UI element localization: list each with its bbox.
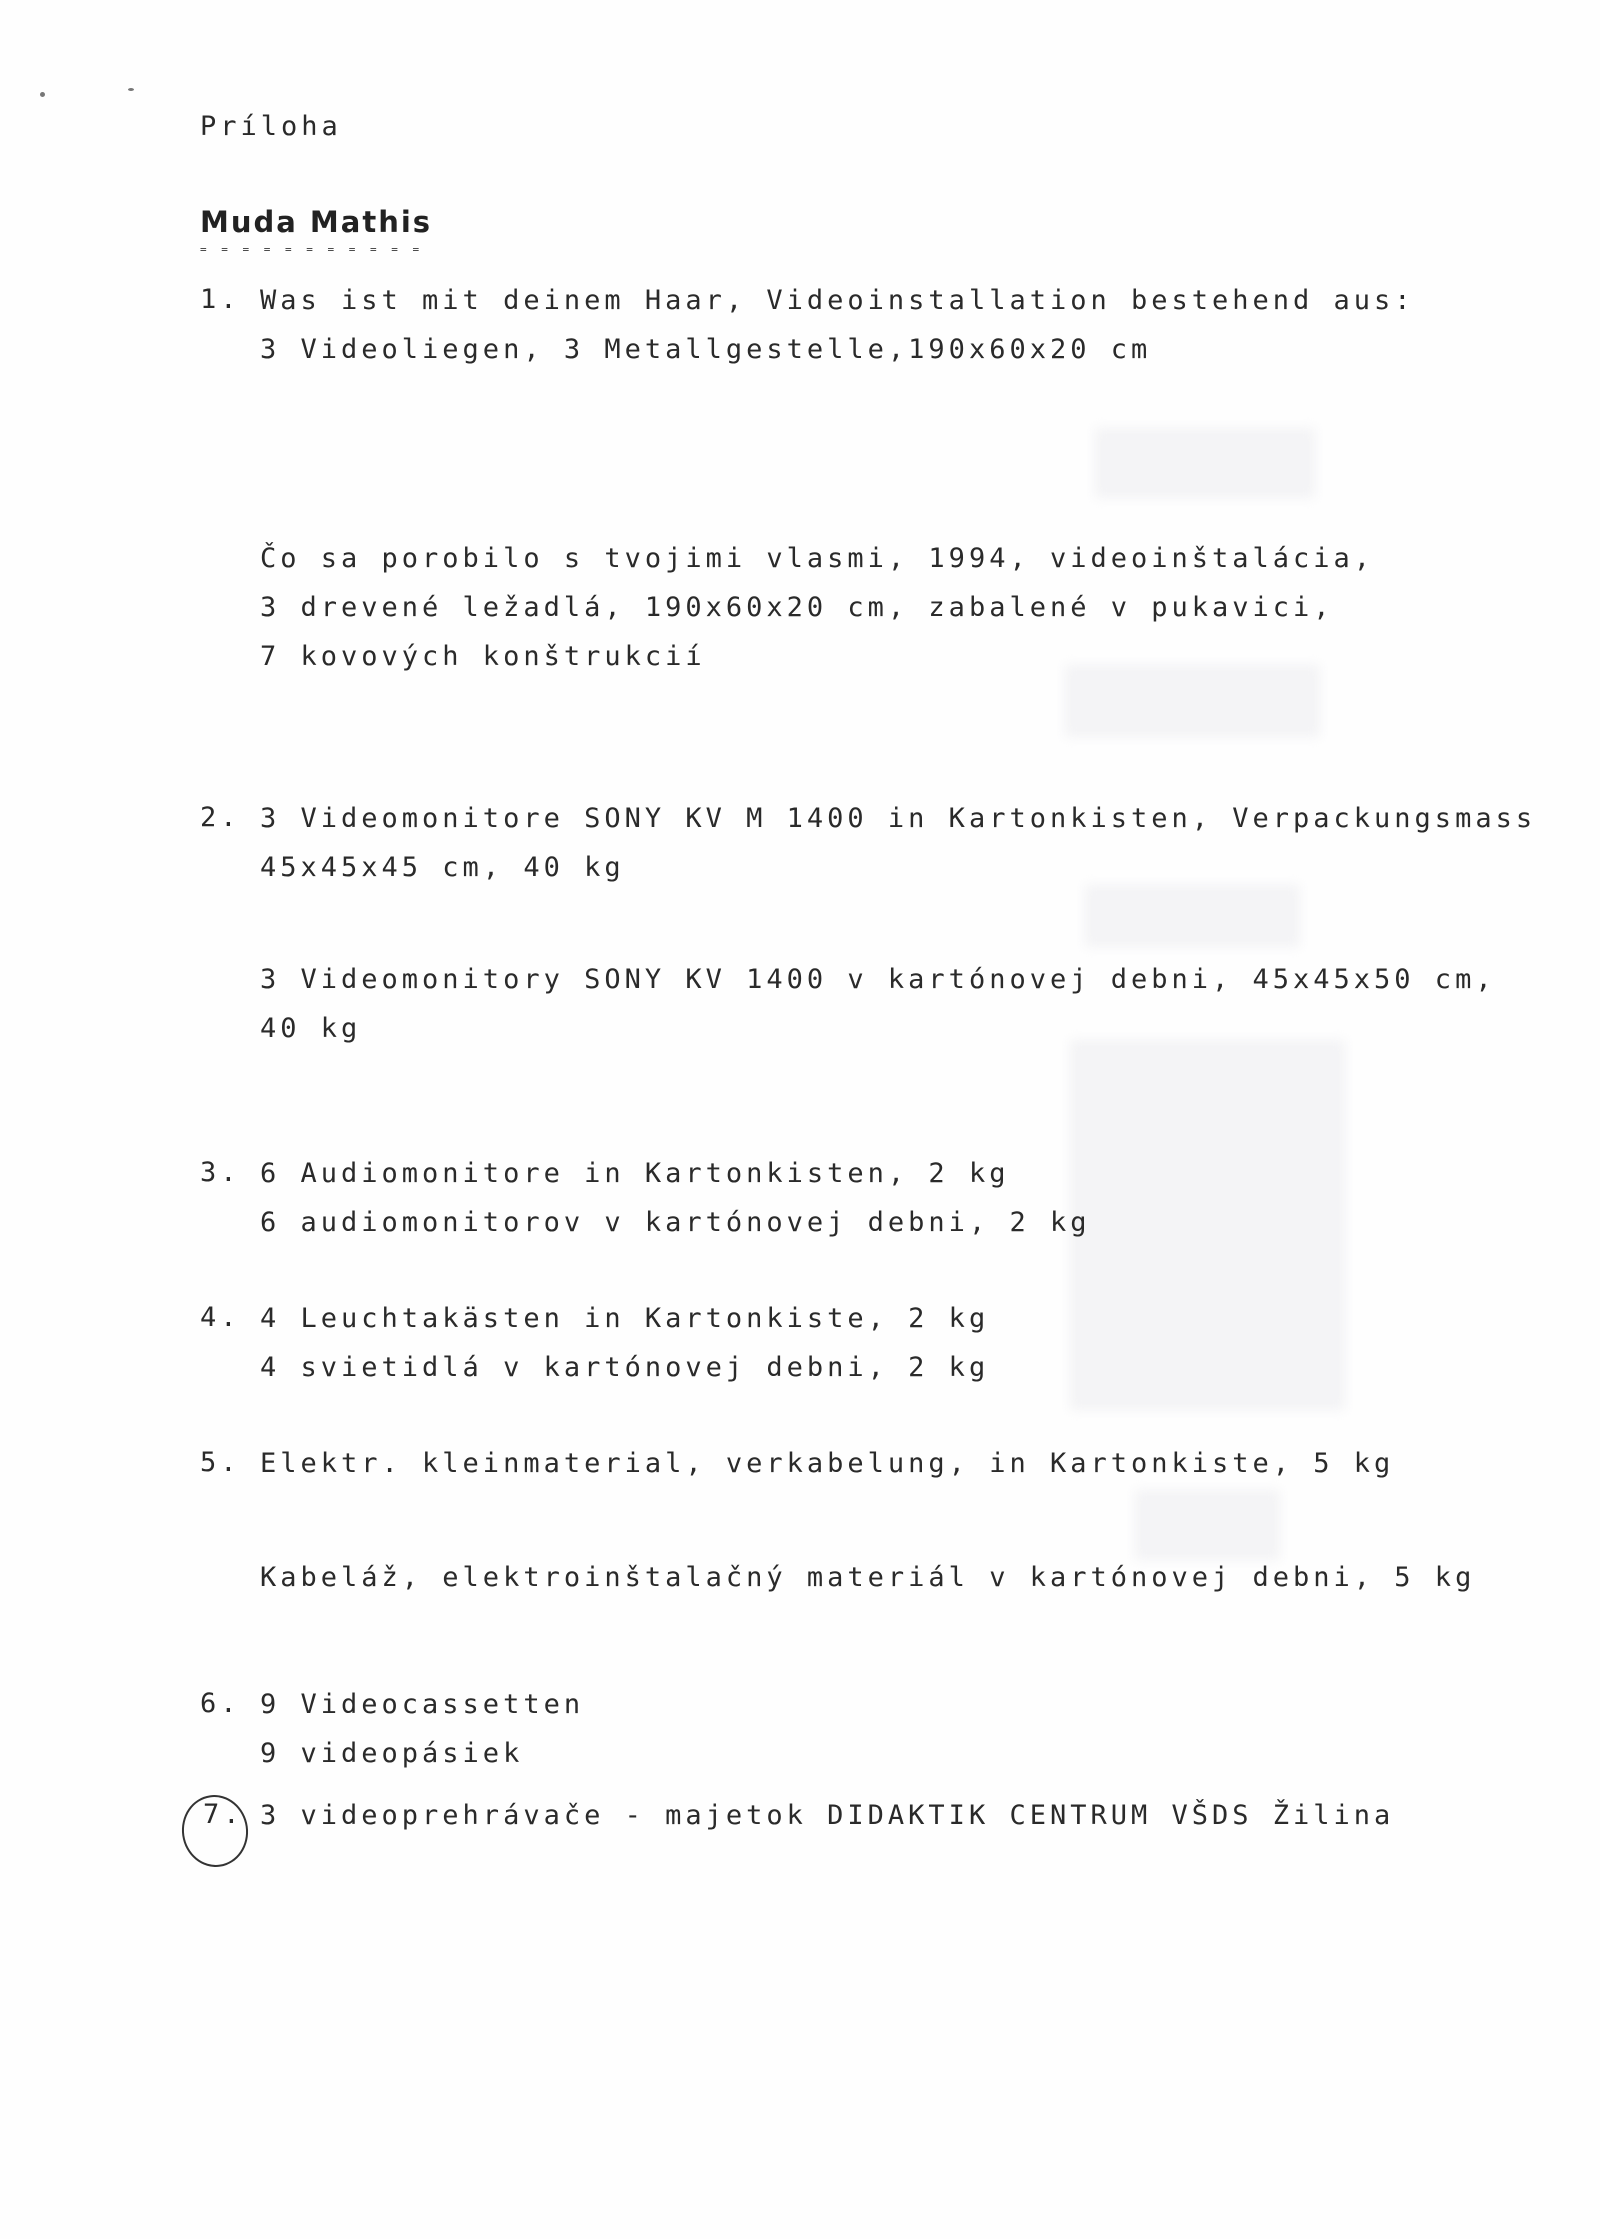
item-text-sk: Kabeláž, elektroinštalačný materiál v kartónovej debni, 5 kg [260, 1562, 1476, 1593]
item-text-sk: 3 Videomonitory SONY KV 1400 v kartónovej debni, 45x45x50 cm, [260, 964, 1496, 995]
item-text-sk: 6 audiomonitorov v kartónovej debni, 2 kg [260, 1207, 1091, 1238]
item-text-sk: Čo sa porobilo s tvojimi vlasmi, 1994, videoinštalácia, [260, 543, 1375, 574]
item-text-de: 9 Videocassetten [260, 1689, 585, 1720]
item-number: 3. [200, 1157, 241, 1188]
item-text-sk: 4 svietidlá v kartónovej debni, 2 kg [260, 1352, 990, 1383]
item-number: 4. [200, 1302, 241, 1333]
item-text-sk: 9 videopásiek [260, 1738, 524, 1769]
scan-dot [128, 88, 134, 91]
item-text-de: 6 Audiomonitore in Kartonkisten, 2 kg [260, 1158, 1010, 1189]
item-text-sk: 40 kg [260, 1013, 362, 1044]
item-text-sk: 7 kovových konštrukcií [260, 641, 706, 672]
item-number: 1. [200, 284, 241, 315]
item-text-de: 3 videoprehrávače - majetok DIDAKTIK CENTRUM VŠDS Žilina [260, 1800, 1395, 1831]
item-number: 6. [200, 1688, 241, 1719]
item-text-de: 45x45x45 cm, 40 kg [260, 852, 625, 883]
scan-smudge [1095, 428, 1315, 498]
artist-name: Muda Mathis [200, 205, 433, 239]
item-text-sk: 3 drevené ležadlá, 190x60x20 cm, zabalené v pukavici, [260, 592, 1334, 623]
scan-dot [40, 92, 45, 97]
scan-smudge [1085, 885, 1300, 947]
scan-smudge [1065, 665, 1320, 737]
artist-name-underline: = = = = = = = = = = = [200, 243, 424, 256]
item-text-de: 3 Videomonitore SONY KV M 1400 in Kartonkisten, Verpackungsmass [260, 803, 1537, 834]
item-text-de: Was ist mit deinem Haar, Videoinstallation bestehend aus: [260, 285, 1415, 316]
item-number: 5. [200, 1447, 241, 1478]
annex-label: Príloha [200, 111, 342, 142]
item-text-de: 4 Leuchtakästen in Kartonkiste, 2 kg [260, 1303, 990, 1334]
item-number: 7. [203, 1799, 244, 1830]
scan-smudge [1135, 1490, 1280, 1560]
item-text-de: 3 Videoliegen, 3 Metallgestelle,190x60x20 cm [260, 334, 1152, 365]
item-text-de: Elektr. kleinmaterial, verkabelung, in Kartonkiste, 5 kg [260, 1448, 1395, 1479]
scan-smudge [1070, 1040, 1345, 1410]
item-number: 2. [200, 802, 241, 833]
